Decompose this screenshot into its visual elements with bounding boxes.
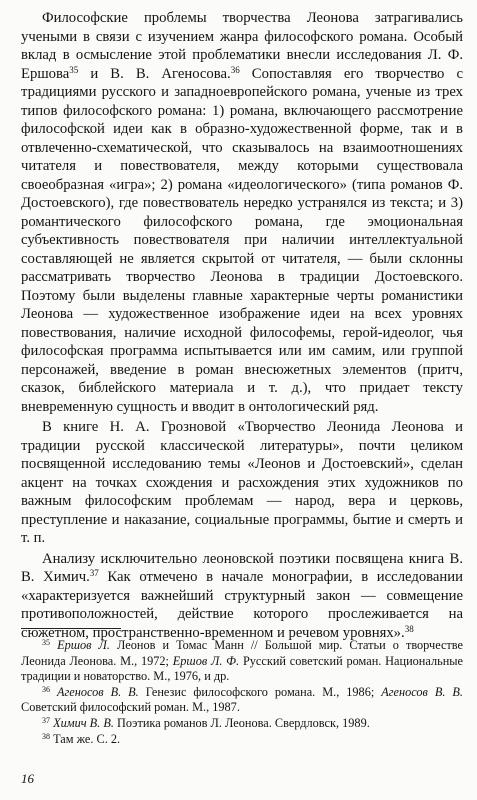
text-run: Философские проблемы творчества Леонова затрагивались учеными в связи с изучением жанра философского романа. Особый вклад в осмысление этой проблематики внесли исследования Л. Ф. Ершова xyxy=(21,10,463,82)
footnote xyxy=(21,638,463,685)
author-name: Химич В. В. xyxy=(53,715,114,730)
text-run: Русский советский роман. Национальные традиции и новаторство. М., 1976, и др. xyxy=(21,653,463,684)
paragraph xyxy=(21,418,463,548)
text-run: Анализу исключительно леоновской поэтики посвящена книга В. В. Химич. xyxy=(21,550,463,585)
author-name: Агеносов В. В. xyxy=(381,684,463,699)
text-run: Поэтика романов Л. Леонова. Свердловск, 1989. xyxy=(113,715,370,730)
text-run xyxy=(50,638,57,652)
footnote xyxy=(21,685,463,716)
text-run: Там же. С. 2. xyxy=(50,731,121,746)
text-run: Советский философский роман. М., 1987. xyxy=(21,700,240,715)
footnote-marker: 35 xyxy=(42,638,50,647)
text-run: и В. В. Агеносова. xyxy=(78,65,231,82)
footnote-marker: 38 xyxy=(404,623,414,634)
footnote-marker: 37 xyxy=(89,568,99,578)
author-name: Ершов Л. Ф. xyxy=(172,653,240,668)
footnote-separator xyxy=(21,628,121,629)
text-run: Как отмечено в начале монографии, в исследовании «характеризуется важнейший структурный закон — совмещение противоположностей, действие которого прослеживается на сюжетном, пространственно-временном и речевом уровнях». xyxy=(21,569,464,641)
footnote xyxy=(21,716,463,732)
paragraph xyxy=(21,9,463,416)
footnote-marker: 36 xyxy=(42,684,50,694)
footnote xyxy=(21,732,463,748)
page-number: 16 xyxy=(21,771,34,786)
text-run: В книге Н. А. Грозновой «Творчество Леонида Леонова и традиции русской классической литературы», почти целиком посвященной исследованию темы «Леонов и Достоевский», сделан акцент на точках схождения и расхождения этих художников по важным философским проблемам — народ, вера и церковь, преступление и наказание, социальные программы, бытие и смерть и т. п. xyxy=(21,419,463,546)
text-run xyxy=(50,685,57,699)
author-name: Агеносов В. В. xyxy=(56,684,139,699)
body-text xyxy=(21,9,463,642)
author-name: Ершов Л. xyxy=(57,638,110,652)
footnote-marker: 36 xyxy=(230,64,240,75)
text-run: Генезис философского романа. М., 1986; xyxy=(138,684,382,699)
text-run: Сопоставляя его творчество с традициями русского и западноевропейского романа, ученые из трех типов философского романа: 1) романа, включающего рассмотрение философской идеи как в образно-художественной форме, так и в отвлеченно-схематической, что сказывалось на взаимоотношениях читателя и повествователя, между которыми существовала своеобразная «игра»; 2) романа «идеологического» (типа романов Ф. Достоевского), где повествователь нередко устранялся из текста; и 3) романтического философского романа, где эмоциональная субъективность повествователя при наличии интеллектуальной составляющей не является скрытой от читателя, — были склонны рассматривать творчество Леонова в традиции Достоевского. Поэтому были выделены главные характерные черты романистики Леонова — художественное изображение идеи на всех уровнях повествования, наличие исходной философемы, герой-идеолог, чья философская программа испытывается или им самим, или группой персонажей, введение в роман внесюжетных элементов (притч, сказок, библейского материала и т. д.), что придает тексту вневременную сущность и вводит в онтологический ряд. xyxy=(21,65,464,415)
footnote-marker: 38 xyxy=(42,731,50,741)
text-run: Леонов и Томас Манн // Большой мир. Статьи о творчестве Леонида Леонова. М., 1972; xyxy=(21,638,464,668)
footnotes xyxy=(21,638,463,747)
footnote-marker: 35 xyxy=(69,64,79,75)
footnote-marker: 37 xyxy=(42,715,50,725)
